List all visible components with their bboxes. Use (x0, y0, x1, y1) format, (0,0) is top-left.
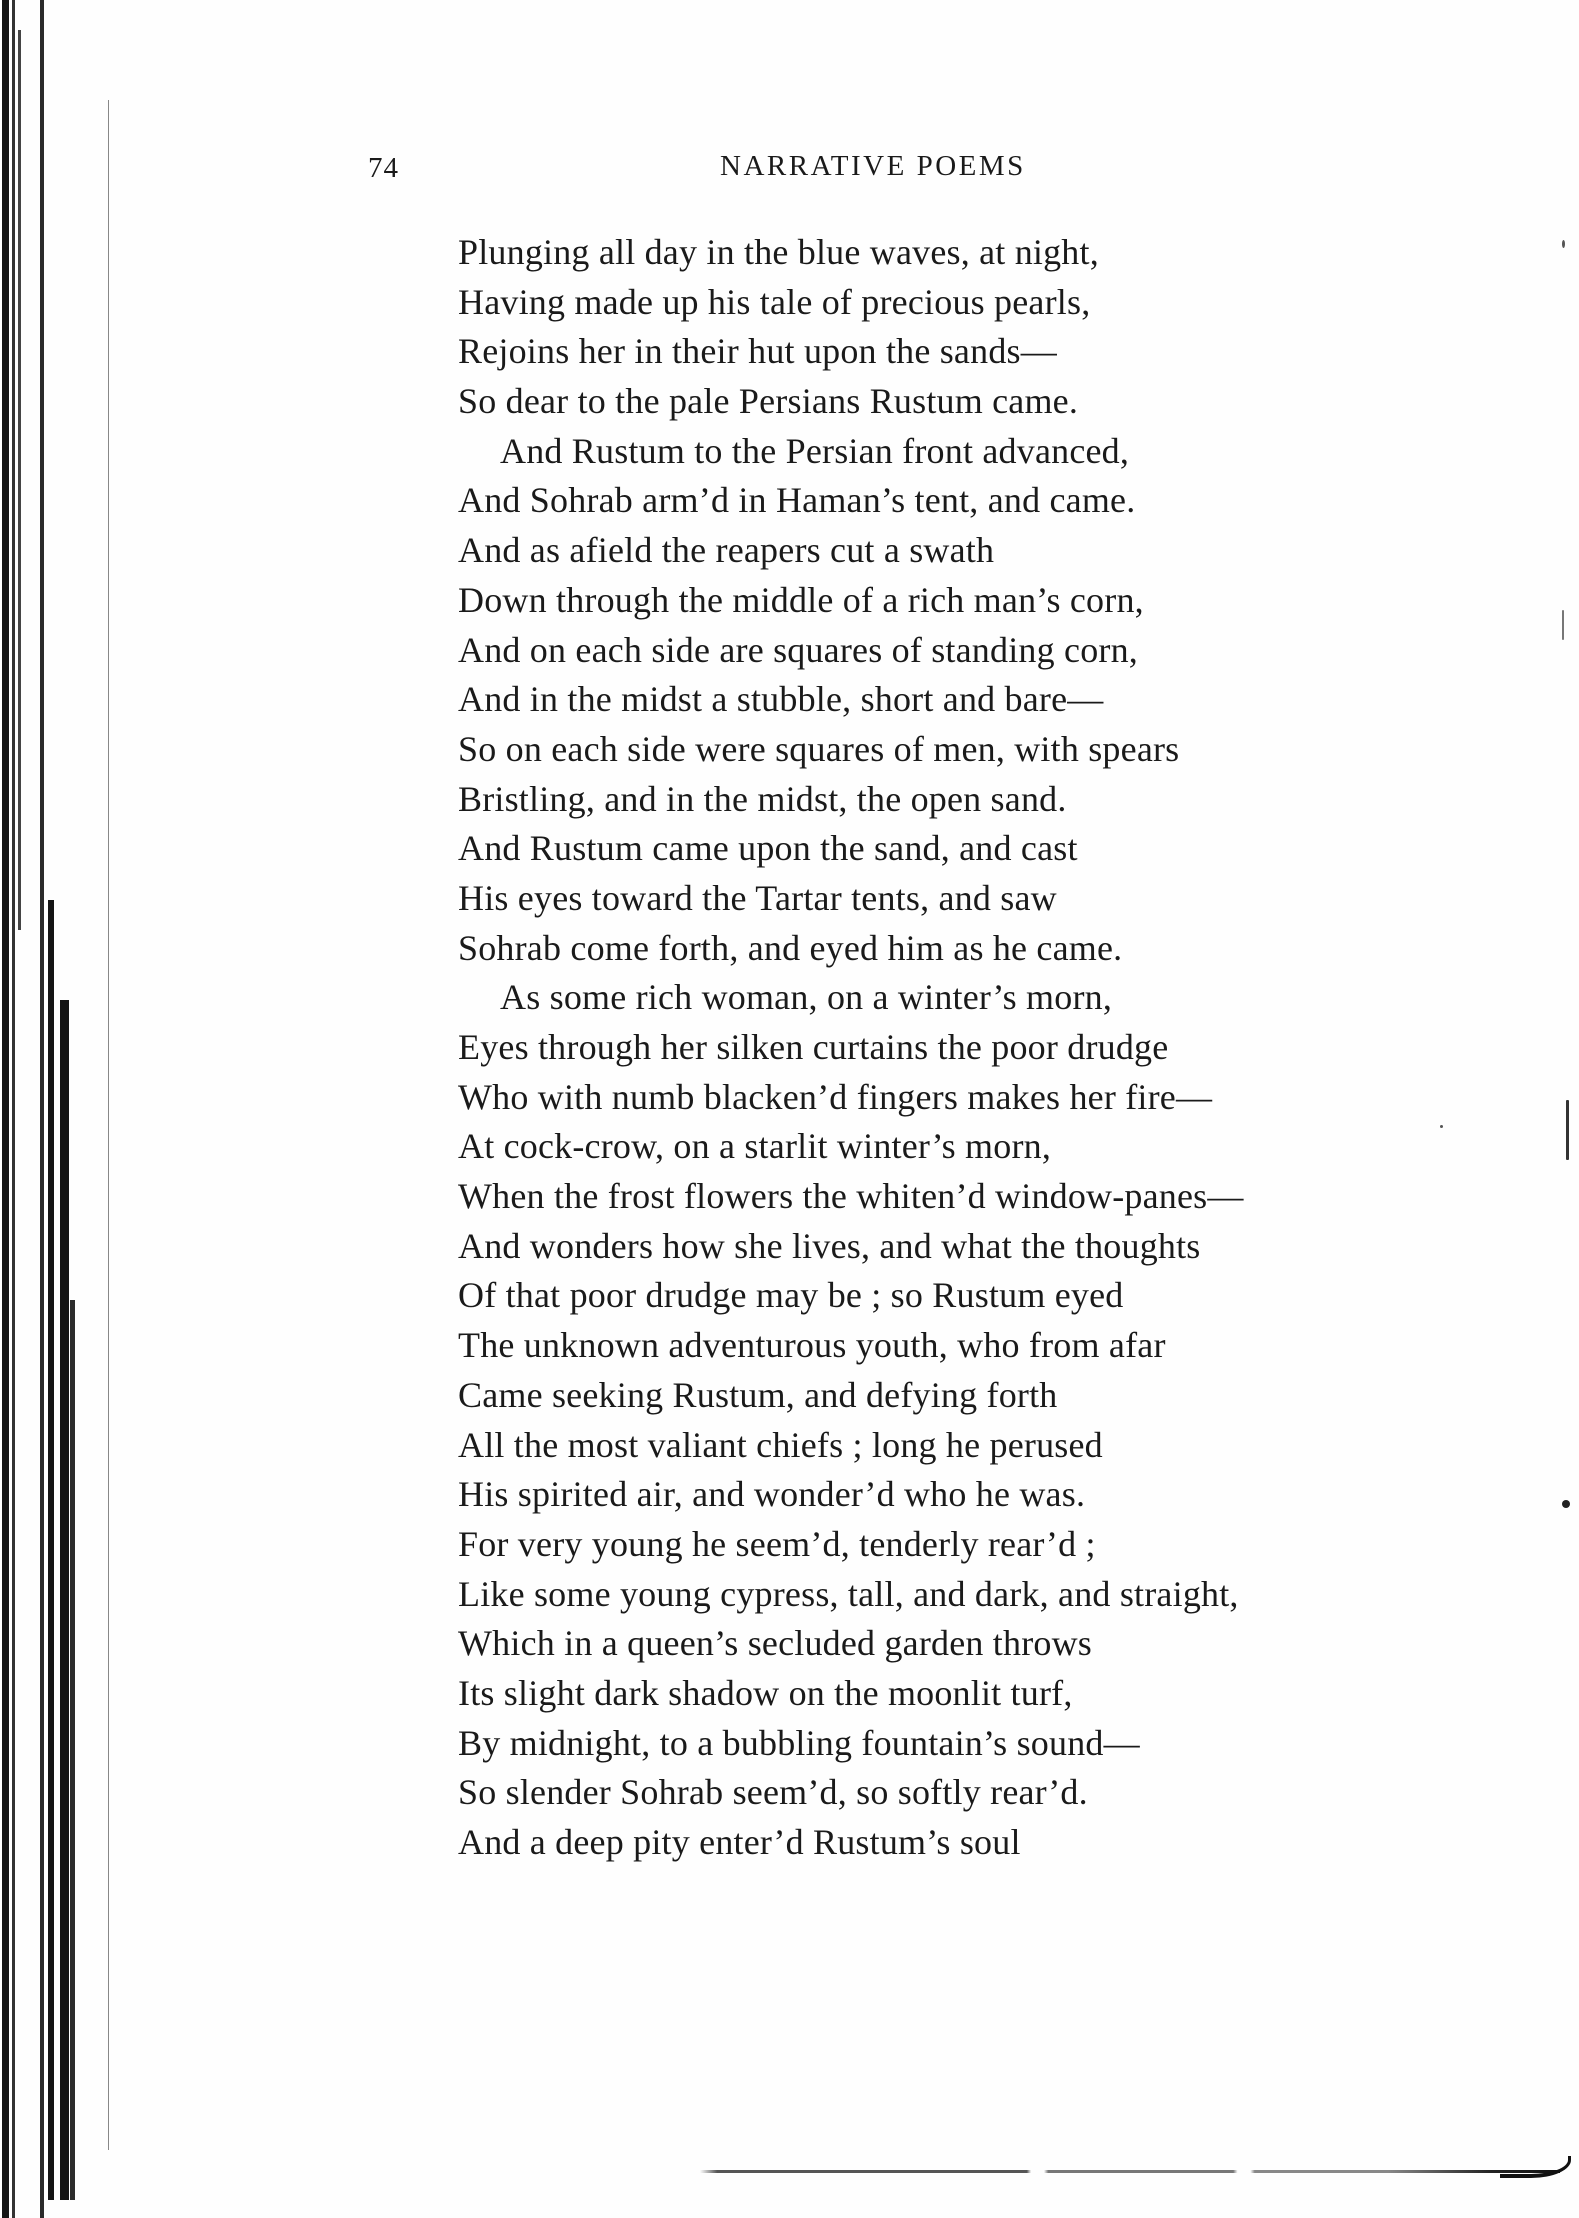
poem-text (458, 228, 1458, 1868)
poem-line: As some rich woman, on a winter’s morn, (500, 977, 1113, 1018)
poem-line: So dear to the pale Persians Rustum came. (458, 381, 1079, 422)
poem-line: When the frost flowers the whiten’d window-panes— (458, 1176, 1244, 1217)
poem-line: Who with numb blacken’d fingers makes her fire— (458, 1076, 1213, 1117)
paper-speck (1562, 1500, 1570, 1508)
paper-speck (1440, 1125, 1443, 1128)
poem-line: Came seeking Rustum, and defying forth (458, 1374, 1058, 1415)
poem-line: All the most valiant chiefs ; long he perused (458, 1424, 1103, 1465)
poem-line: So slender Sohrab seem’d, so softly rear’d. (458, 1772, 1088, 1813)
poem-line: And Rustum came upon the sand, and cast (458, 828, 1078, 869)
poem-line: Down through the middle of a rich man’s corn, (458, 579, 1144, 620)
paper-speck (1562, 240, 1565, 248)
poem-line: Plunging all day in the blue waves, at night, (458, 232, 1099, 272)
poem-line: And a deep pity enter’d Rustum’s soul (458, 1822, 1021, 1862)
poem-line: And wonders how she lives, and what the thoughts (458, 1225, 1201, 1266)
poem-line: Eyes through her silken curtains the poor drudge (458, 1027, 1169, 1067)
poem-line: The unknown adventurous youth, who from afar (458, 1325, 1166, 1366)
poem-line: And Sohrab arm’d in Haman’s tent, and came. (458, 480, 1136, 521)
paper-speck (1562, 610, 1564, 640)
poem-line: And Rustum to the Persian front advanced, (500, 430, 1130, 471)
poem-line: Rejoins her in their hut upon the sands— (458, 331, 1057, 372)
paper-speck (1566, 1100, 1569, 1160)
page-number: 74 (368, 152, 399, 184)
poem-line: Like some young cypress, tall, and dark, and straight, (458, 1573, 1239, 1614)
poem-line: And on each side are squares of standing corn, (458, 629, 1138, 670)
poem-line: And in the midst a stubble, short and bare— (458, 679, 1104, 720)
poem-line: Bristling, and in the midst, the open sand. (458, 778, 1067, 819)
binding-gutter-shadow (0, 0, 120, 2218)
poem-line: Having made up his tale of precious pearls, (458, 281, 1091, 322)
poem-line: At cock-crow, on a starlit winter’s morn, (458, 1126, 1052, 1167)
bottom-rule-end (1500, 2156, 1571, 2178)
poem-line: Its slight dark shadow on the moonlit turf, (458, 1672, 1073, 1713)
poem-line: His eyes toward the Tartar tents, and saw (458, 877, 1057, 918)
poem-line: For very young he seem’d, tenderly rear’d ; (458, 1523, 1096, 1564)
poem-line: Of that poor drudge may be ; so Rustum eyed (458, 1275, 1124, 1316)
poem-line: By midnight, to a bubbling fountain’s sound— (458, 1722, 1140, 1763)
running-head: NARRATIVE POEMS (720, 150, 1026, 182)
poem-line: Which in a queen’s secluded garden throws (458, 1623, 1092, 1664)
poem-line: His spirited air, and wonder’d who he was. (458, 1474, 1086, 1515)
poem-line: Sohrab come forth, and eyed him as he came. (458, 927, 1123, 968)
bottom-rule (700, 2170, 1560, 2173)
poem-line: So on each side were squares of men, with spears (458, 728, 1180, 769)
poem-line: And as afield the reapers cut a swath (458, 530, 995, 571)
